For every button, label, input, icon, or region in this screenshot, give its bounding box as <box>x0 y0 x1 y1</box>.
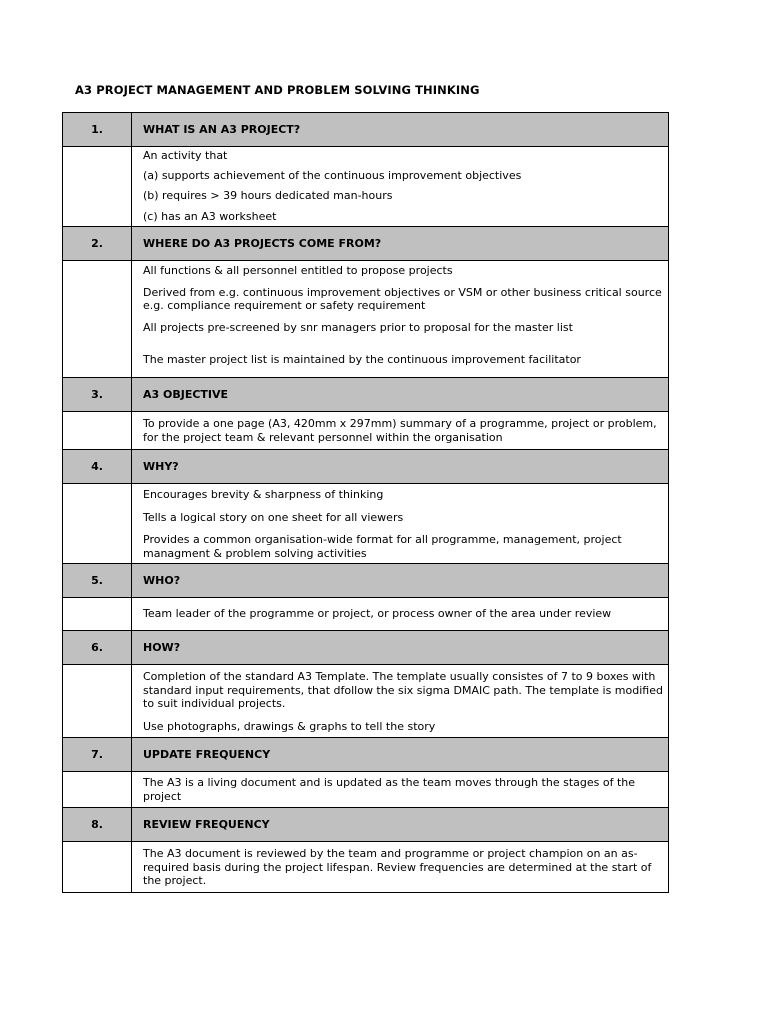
body-line: (b) requires > 39 hours dedicated man-hours <box>143 189 393 202</box>
section-number: 1. <box>63 113 132 147</box>
section-heading: A3 OBJECTIVE <box>132 378 669 412</box>
section-number-blank <box>63 665 132 738</box>
section-header-row <box>63 808 669 842</box>
section-header-row <box>63 738 669 772</box>
section-number: 3. <box>63 378 132 412</box>
body-line: Completion of the standard A3 Template. The template usually consistes of 7 to 9 boxes with standard input requirements, that dfollow the six sigma DMAIC path. The template is modified to suit individual projects. <box>143 670 663 710</box>
section-header-row <box>63 631 669 665</box>
section-heading: WHO? <box>132 564 669 598</box>
section-number-blank <box>63 412 132 450</box>
section-number: 7. <box>63 738 132 772</box>
section-number: 4. <box>63 450 132 484</box>
section-body-row <box>63 772 669 808</box>
body-line: (c) has an A3 worksheet <box>143 209 277 223</box>
body-line: The master project list is maintained by the continuous improvement facilitator <box>143 353 581 366</box>
body-line: (a) supports achievement of the continuous improvement objectives <box>143 168 522 182</box>
section-number: 5. <box>63 564 132 598</box>
section-body <box>132 412 669 450</box>
body-line: Encourages brevity & sharpness of thinking <box>143 488 384 501</box>
body-line: The A3 is a living document and is updated as the team moves through the stages of the project <box>143 776 636 803</box>
section-number-blank <box>63 261 132 378</box>
section-number: 2. <box>63 227 132 261</box>
body-line: Provides a common organisation-wide format for all programme, management, project managment & problem solving activities <box>143 533 622 560</box>
section-header-row <box>63 113 669 147</box>
section-number-blank <box>63 772 132 808</box>
section-body-row <box>63 412 669 450</box>
a3-table <box>62 112 669 893</box>
section-body-row <box>63 261 669 378</box>
section-body-row <box>63 147 669 227</box>
section-body-row <box>63 598 669 631</box>
section-header-row <box>63 378 669 412</box>
section-body <box>132 598 669 631</box>
body-line: An activity that <box>143 149 228 162</box>
section-number: 8. <box>63 808 132 842</box>
body-line: All projects pre-screened by snr managers prior to proposal for the master list <box>143 320 573 334</box>
section-number-blank <box>63 147 132 227</box>
section-heading: WHERE DO A3 PROJECTS COME FROM? <box>132 227 669 261</box>
document-title: A3 PROJECT MANAGEMENT AND PROBLEM SOLVING THINKING <box>75 83 480 97</box>
section-body <box>132 147 669 227</box>
section-heading: UPDATE FREQUENCY <box>132 738 669 772</box>
section-body <box>132 665 669 738</box>
section-body <box>132 842 669 893</box>
section-header-row <box>63 450 669 484</box>
section-body-row <box>63 665 669 738</box>
section-body-row <box>63 842 669 893</box>
section-heading: WHY? <box>132 450 669 484</box>
body-line: Use photographs, drawings & graphs to tell the story <box>143 719 436 733</box>
body-line: All functions & all personnel entitled to propose projects <box>143 264 453 277</box>
body-line: To provide a one page (A3, 420mm x 297mm) summary of a programme, project or problem, for the project team & relevant personnel within the organisation <box>143 417 657 444</box>
section-number: 6. <box>63 631 132 665</box>
section-heading: REVIEW FREQUENCY <box>132 808 669 842</box>
section-heading: HOW? <box>132 631 669 665</box>
section-header-row <box>63 564 669 598</box>
body-line: Derived from e.g. continuous improvement objectives or VSM or other business critical source e.g. compliance requirement or safety requirement <box>143 285 662 312</box>
section-heading: WHAT IS AN A3 PROJECT? <box>132 113 669 147</box>
section-header-row <box>63 227 669 261</box>
body-line: Team leader of the programme or project, or process owner of the area under review <box>143 606 612 620</box>
section-number-blank <box>63 598 132 631</box>
body-line: Tells a logical story on one sheet for all viewers <box>143 510 404 524</box>
section-body <box>132 261 669 378</box>
section-body <box>132 484 669 564</box>
body-line: The A3 document is reviewed by the team and programme or project champion on an as-required basis during the project lifespan. Review frequencies are determined at the start of the project. <box>143 847 652 887</box>
section-number-blank <box>63 484 132 564</box>
section-body <box>132 772 669 808</box>
section-body-row <box>63 484 669 564</box>
section-number-blank <box>63 842 132 893</box>
